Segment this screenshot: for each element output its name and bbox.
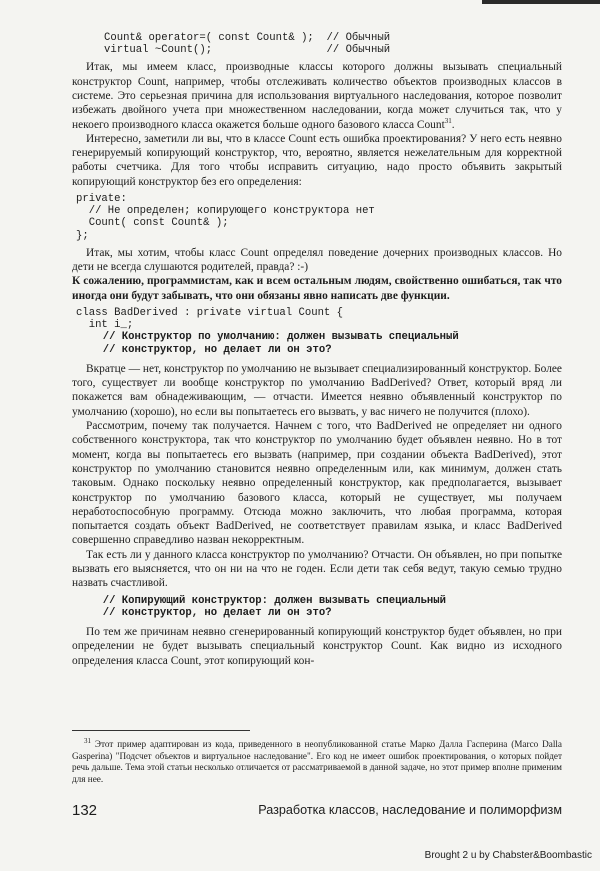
- footnote-number: 31: [84, 736, 91, 745]
- footnote-text: Этот пример адаптирован из кода, приведенного в неопубликованной статье Марко Далла Гасперина (Marco Dalla Gasperina) "Подсчет объектов и виртуальное наследование". Его код не имеет ошибок проектирования, о которых пойдет речь дальше. Тема этой статьи несколько отличается от рассматриваемой в данной задаче, но этот пример вполне применим для нее.: [72, 739, 563, 784]
- page-body: [72, 32, 562, 668]
- footnote-divider: [72, 730, 250, 731]
- paragraph-partially: Так есть ли у данного класса конструктор по умолчанию? Отчасти. Он объявлен, но при попытке вызвать его выясняется, что он ни на что не годен. Если дети так себя ведут, такую семью трудно назвать счастливой.: [72, 548, 562, 590]
- code-comment-default-ctor: // Конструктор по умолчанию: должен вызывать специальный // конструктор, но делает ли он это?: [102, 331, 459, 356]
- paragraph-implicit-copy-ctor: По тем же причинам неявно сгенерированный копирующий конструктор будет объявлен, но при определении не будет вызывать специальный конструктор Count. Как видно из исходного определения класса Count, этот копирующий кон-: [72, 626, 562, 667]
- paragraph-design-error: Интересно, заметили ли вы, что в классе Count есть ошибка проектирования? У него есть неявно генерируемый копирующий конструктор, что, вероятно, является нежелательным для корректной работы счетчика. Для того чтобы исправить ситуацию, надо просто объявить закрытый копирующий конструктор без его определения:: [72, 132, 562, 188]
- code-comment-copy-ctor: // Копирующий конструктор: должен вызывать специальный // конструктор, но делает ли он это?: [102, 594, 447, 619]
- code-block-bad-derived: class BadDerived : private virtual Count { int i_;: [76, 307, 344, 332]
- paragraph-child-behavior: Итак, мы хотим, чтобы класс Count определял поведение дочерних производных классов. Но дети не всегда слушаются родителей, правда? :-): [72, 246, 562, 274]
- page-number: 132: [72, 802, 98, 819]
- top-edge-rule: [482, 0, 600, 4]
- code-block-private-copy-ctor: private: // Не определен; копирующего конструктора нет Count( const Count& ); };: [76, 193, 375, 242]
- paragraph-consider-why: Рассмотрим, почему так получается. Начнем с того, что BadDerived не определяет ни одного собственного конструктора, так что конструктор по умолчанию будет объявлен неявно. Но в тот момент, когда вы попытаетесь его вызвать (например, при создании объекта BadDerived), этот конструктор по умолчанию становится неявно определенным или, как минимум, должен стать таковым. Однако поскольку неявно определенный конструктор, как предполагается, вызывает конструктор по умолчанию базового класса, который не существует, мы получаем неработоспособную программу. Отсюда можно заключить, что любая программа, которая попытается создать объект BadDerived, не соответствует правилам языка, и класс BadDerived совершенно справедливо назван некорректным.: [72, 420, 562, 547]
- watermark-text: Brought 2 u by Chabster&Boombastic: [424, 850, 592, 861]
- footnote-31: [72, 736, 563, 785]
- paragraph-programmers-err: К сожалению, программистам, как и всем остальным людям, свойственно ошибаться, так что иногда они будут забывать, что они обязаны явно написать две функции.: [72, 275, 562, 302]
- footnote-ref-31: 31: [444, 116, 452, 125]
- paragraph-virtual-inheritance: Итак, мы имеем класс, производные классы которого должны вызывать специальный конструктор Count, например, чтобы отслеживать количество объектов производных классов в системе. Это серьезная причина для использования виртуального наследования, которое позволит избежать двойного учета при множественном наследовании, когда может случиться так, что у некоего производного класса окажется больше одного базового класса Count$^{31}$.: [72, 61, 562, 131]
- paragraph-text: Итак, мы имеем класс, производные классы которого должны вызывать специальный конструктор Count, например, чтобы отслеживать количество объектов производных классов в системе. Это серьезная причина для использования виртуального наследования, которое позволит избежать двойного учета при множественном наследовании, когда может случиться так, что у некоего производного класса окажется больше одного базового класса Count: [72, 61, 562, 131]
- code-block-count-members: Count& operator=( const Count& ); // Обычный virtual ~Count(); // Обычный: [104, 32, 391, 57]
- running-title: Разработка классов, наследование и полиморфизм: [258, 803, 562, 817]
- paragraph-short-answer: Вкратце — нет, конструктор по умолчанию не вызывает специализированный конструктор. Более того, существует ли вообще конструктор по умолчанию BadDerived? Ответ, который вряд ли покажется вам обнадеживающим, — отчасти. Имеется неявно объявленный конструктор по умолчанию (хорошо), но если вы попытаетесь его вызвать, у вас ничего не получится (плохо).: [72, 362, 562, 418]
